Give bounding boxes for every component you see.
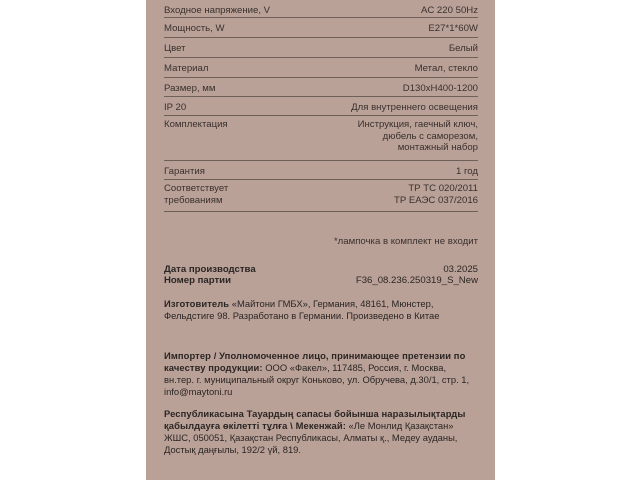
spec-row <box>164 38 478 58</box>
spec-sheet-panel <box>146 0 495 480</box>
spec-row <box>164 161 478 180</box>
spec-row <box>164 18 478 38</box>
manufacturer-text: «Майтони ГМБХ», Германия, 48161, Мюнстер, Фельдстиге 98. Разработано в Германии. Произведено в Китае <box>164 298 440 321</box>
importer-label: Импортер / Уполномоченное лицо, принимающее претензии по качеству продукции: <box>164 350 466 373</box>
production-info <box>164 264 478 286</box>
spec-row <box>164 58 478 78</box>
lamp-note: *лампочка в комплект не входит <box>333 236 478 247</box>
spec-label: Мощность, W <box>164 23 225 34</box>
spec-label: Входное напряжение, V <box>164 5 271 16</box>
spec-value: Для внутреннего освещения <box>351 102 478 113</box>
manufacturer-info <box>164 298 478 322</box>
spec-label: Комплектация <box>164 119 228 130</box>
spec-label: Размер, мм <box>164 83 216 94</box>
spec-row <box>164 116 478 161</box>
right-margin <box>495 0 640 480</box>
left-margin <box>0 0 146 480</box>
spec-value: Белый <box>448 43 478 54</box>
spec-label: IP 20 <box>164 102 187 113</box>
spec-value: E27*1*60W <box>428 23 478 34</box>
production-date-value: 03.2025 <box>443 264 478 275</box>
kazakhstan-representative-info <box>164 408 478 456</box>
spec-label: Соответствует требованиям <box>164 183 229 206</box>
importer-text: ООО «Факел», 117485, Россия, г. Москва, вн.тер. г. муниципальный округ Коньково, ул. Обручева, д.30/1, стр. 1, info@maytoni.ru <box>164 362 470 397</box>
manufacturer-label: Изготовитель <box>164 298 230 309</box>
production-date-label: Дата производства <box>164 264 256 275</box>
spec-value: 1 год <box>455 166 478 177</box>
spec-row <box>164 180 478 212</box>
spec-row <box>164 78 478 97</box>
spec-label: Гарантия <box>164 166 205 177</box>
spec-value: ТР ТС 020/2011 ТР ЕАЭС 037/2016 <box>393 183 478 206</box>
spec-value: Метал, стекло <box>414 63 478 74</box>
spec-row <box>164 0 478 18</box>
spec-label: Цвет <box>164 43 186 54</box>
spec-value: AC 220 50Hz <box>420 5 478 16</box>
batch-number-value: F36_08.236.250319_S_New <box>355 275 478 286</box>
importer-info <box>164 350 478 398</box>
spec-label: Материал <box>164 63 209 74</box>
batch-number-label: Номер партии <box>164 275 231 286</box>
spec-table <box>164 0 478 212</box>
spec-value: Инструкция, гаечный ключ, дюбель с саморезом, монтажный набор <box>357 119 478 153</box>
spec-row <box>164 97 478 116</box>
spec-value: D130xH400-1200 <box>402 83 478 94</box>
kazakhstan-text: «Ле Монлид Қазақстан» ЖШС, 050051, Қазақстан Республикасы, Алматы қ., Медеу ауданы, Достық даңғылы, 192/2 үй, 819. <box>164 420 458 455</box>
kazakhstan-label: Республикасына Тауардың сапасы бойынша наразылықтарды қабылдауға өкілетті тұлға \ Мекенжай: <box>164 408 466 431</box>
